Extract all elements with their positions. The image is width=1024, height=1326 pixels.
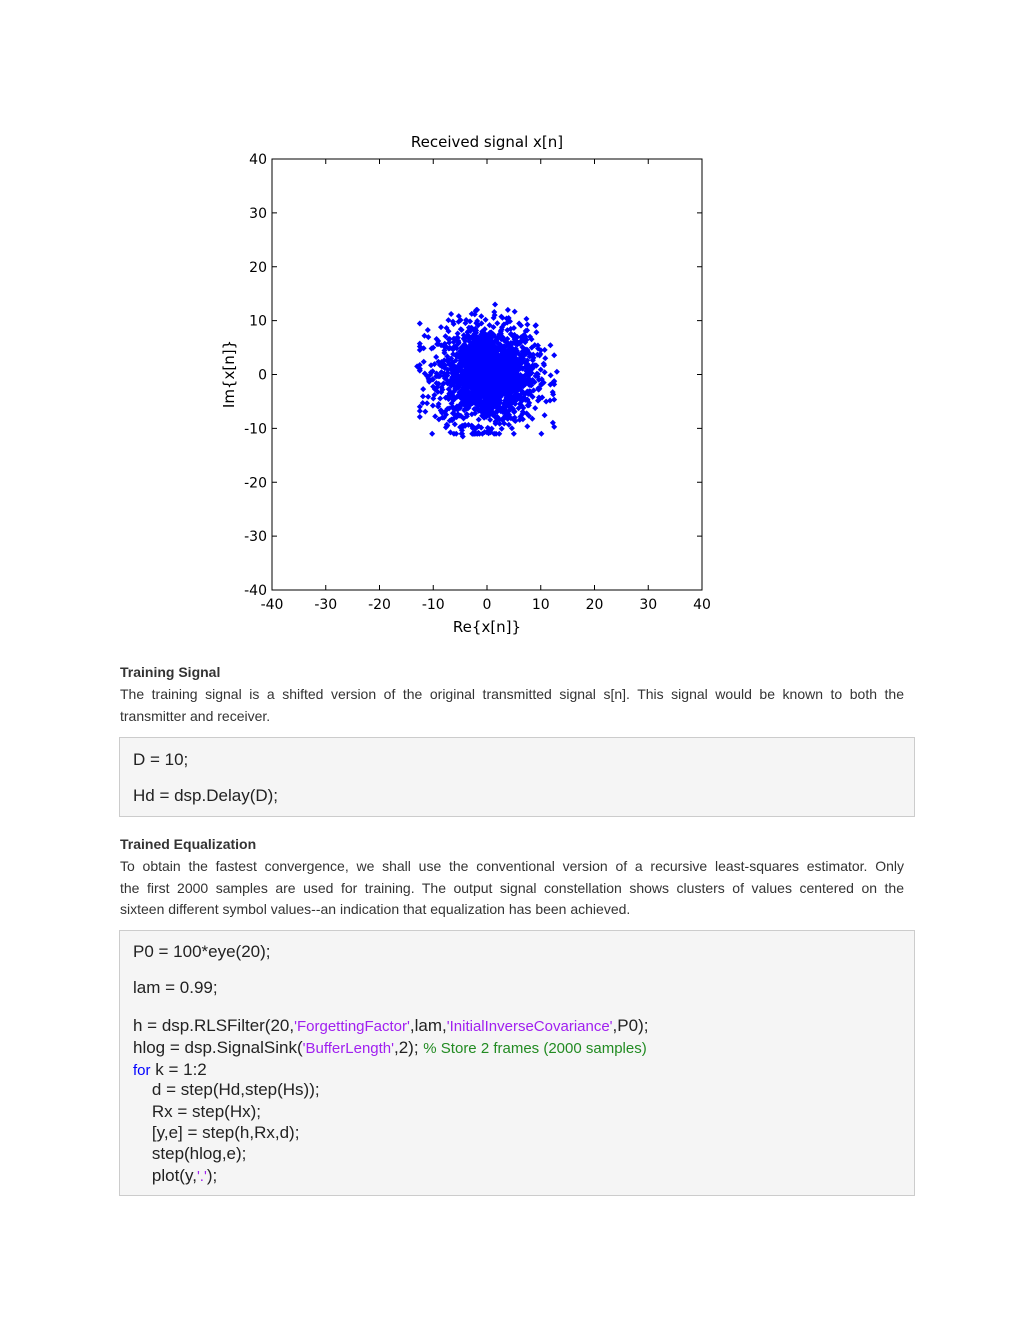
scatter-point bbox=[548, 372, 554, 378]
scatter-point bbox=[437, 396, 443, 402]
y-tick-label: 0 bbox=[258, 367, 267, 384]
keyword-for: for bbox=[133, 1062, 151, 1079]
code-block-delay bbox=[119, 737, 915, 817]
training-signal-paragraph bbox=[120, 684, 904, 727]
y-tick-label: 30 bbox=[249, 205, 267, 222]
x-tick-label: -40 bbox=[260, 597, 284, 613]
scatter-point bbox=[551, 352, 557, 358]
section-title-trained-equalization: Trained Equalization bbox=[120, 836, 257, 852]
scatter-point bbox=[429, 431, 435, 437]
paragraph-line: transmitter and receiver. bbox=[120, 707, 271, 724]
x-tick-label: 10 bbox=[531, 597, 550, 613]
y-tick-label: 10 bbox=[249, 313, 267, 330]
x-tick-label: 20 bbox=[585, 597, 604, 613]
code-line: lam = 0.99; bbox=[133, 978, 218, 997]
string-literal: 'ForgettingFactor' bbox=[294, 1018, 410, 1035]
code-text: h = dsp.RLSFilter(20, bbox=[133, 1016, 295, 1035]
scatter-point bbox=[417, 320, 423, 326]
scatter-point bbox=[425, 327, 431, 333]
scatter-point bbox=[492, 301, 498, 307]
scatter-point bbox=[448, 311, 454, 317]
chart-title: Received signal x[n] bbox=[410, 133, 564, 151]
scatter-point bbox=[512, 309, 518, 315]
scatter-point bbox=[532, 405, 538, 411]
code-line: P0 = 100*eye(20); bbox=[133, 942, 271, 961]
trained-equalization-paragraph bbox=[120, 856, 904, 921]
scatter-point bbox=[483, 317, 489, 323]
code-line: Hd = dsp.Delay(D); bbox=[133, 786, 279, 805]
scatter-point bbox=[523, 316, 529, 322]
scatter-point bbox=[532, 323, 538, 329]
code-text: plot(y, bbox=[133, 1166, 197, 1185]
y-tick-label: -30 bbox=[244, 529, 267, 546]
code-line bbox=[133, 1165, 217, 1188]
scatter-point bbox=[524, 322, 530, 328]
code-line: d = step(Hd,step(Hs)); bbox=[133, 1080, 320, 1099]
code-line: step(hlog,e); bbox=[133, 1144, 247, 1163]
y-tick-label: -20 bbox=[244, 475, 267, 492]
string-literal: 'InitialInverseCovariance' bbox=[446, 1018, 613, 1035]
scatter-point bbox=[422, 409, 428, 415]
x-tick-label: -20 bbox=[368, 597, 391, 613]
code-line: [y,e] = step(h,Rx,d); bbox=[133, 1123, 300, 1142]
scatter-point bbox=[494, 320, 500, 326]
scatter-point bbox=[533, 329, 539, 335]
scatter-point bbox=[420, 386, 426, 392]
x-tick-label: 30 bbox=[639, 597, 658, 613]
scatter-point bbox=[455, 331, 461, 337]
y-tick-label: -10 bbox=[244, 421, 267, 438]
code-comment: % Store 2 frames (2000 samples) bbox=[423, 1040, 647, 1057]
x-tick-label: 40 bbox=[693, 597, 711, 613]
section-title-training-signal: Training Signal bbox=[120, 664, 221, 680]
scatter-figure bbox=[0, 0, 1024, 650]
string-literal: 'BufferLength' bbox=[302, 1040, 394, 1057]
code-line: D = 10; bbox=[133, 750, 189, 769]
code-text: ,2); bbox=[394, 1038, 424, 1057]
scatter-point bbox=[476, 417, 482, 423]
scatter-point bbox=[524, 423, 530, 429]
paragraph-line: sixteen different symbol values--an indication that equalization has been achieved. bbox=[120, 901, 631, 917]
scatter-point bbox=[511, 431, 517, 437]
code-line bbox=[133, 1015, 648, 1038]
string-literal: '.' bbox=[196, 1168, 207, 1185]
scatter-point bbox=[505, 307, 511, 313]
scatter-point bbox=[542, 355, 548, 361]
x-tick-label: 0 bbox=[482, 597, 492, 613]
code-block-rls bbox=[119, 930, 915, 1196]
code-text: ,P0); bbox=[612, 1016, 649, 1035]
y-axis-label: Im{x[n]} bbox=[220, 339, 238, 409]
scatter-point bbox=[438, 324, 444, 330]
paragraph-line: To obtain the fastest convergence, we shall use the conventional version of a recursive least-squares estimator. Only bbox=[120, 858, 904, 874]
code-line: Rx = step(Hx); bbox=[133, 1102, 261, 1121]
scatter-point bbox=[420, 393, 426, 399]
scatter-point bbox=[551, 397, 557, 403]
paragraph-line: the first 2000 samples are used for training. The output signal constellation shows clusters of values centered on the bbox=[120, 879, 904, 896]
scatter-point bbox=[542, 412, 548, 418]
y-tick-label: 40 bbox=[249, 152, 267, 168]
scatter-point bbox=[478, 313, 484, 319]
scatter-point bbox=[445, 317, 451, 323]
y-tick-label: -40 bbox=[244, 583, 267, 599]
scatter-point bbox=[547, 342, 553, 348]
code-text: hlog = dsp.SignalSink( bbox=[133, 1038, 303, 1057]
scatter-point bbox=[538, 431, 544, 437]
scatter-point bbox=[430, 403, 436, 409]
code-line bbox=[133, 1037, 647, 1060]
scatter-point bbox=[542, 347, 548, 353]
scatter-points bbox=[414, 301, 560, 439]
x-tick-label: -30 bbox=[314, 597, 338, 613]
y-tick-label: 20 bbox=[249, 259, 267, 276]
code-text: ); bbox=[206, 1166, 218, 1185]
code-text: ,lam, bbox=[409, 1016, 447, 1035]
x-tick-label: -10 bbox=[421, 597, 445, 613]
scatter-point bbox=[417, 414, 423, 420]
code-text: k = 1:2 bbox=[150, 1060, 207, 1079]
x-axis-label: Re{x[n]} bbox=[452, 618, 522, 636]
paragraph-line: The training signal is a shifted version of the original transmitted signal s[n]. This signal would be known to both the bbox=[120, 686, 904, 702]
scatter-point bbox=[554, 369, 560, 375]
scatter-point bbox=[425, 394, 431, 400]
